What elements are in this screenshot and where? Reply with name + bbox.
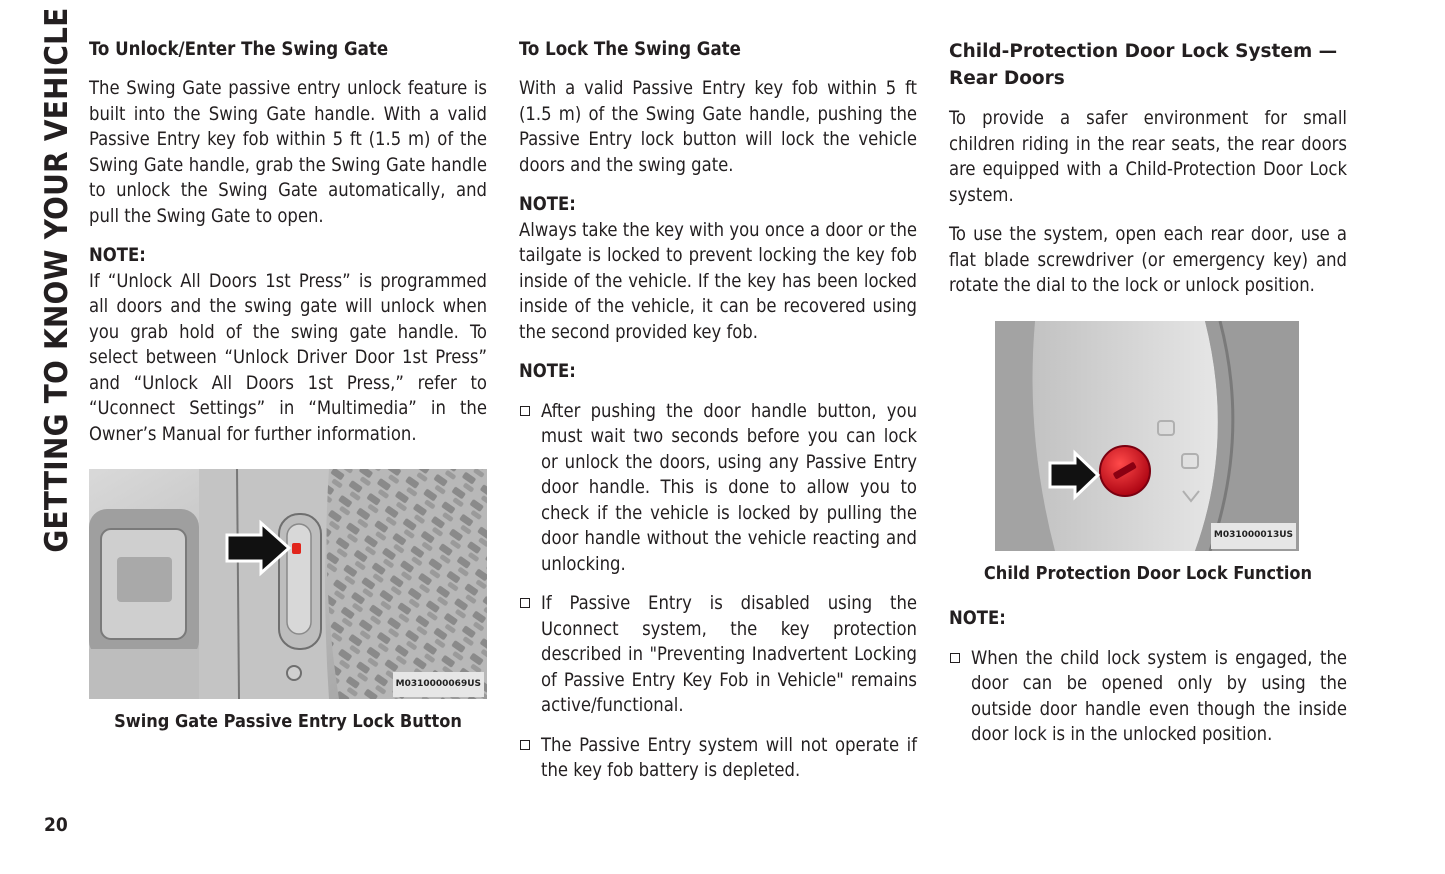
paragraph-lock-instructions: With a valid Passive Entry key fob within 5 ft (1.5 m) of the Swing Gate handle, pushing the Passive Entry lock button will lock the vehicle doors and the swing gate. [519, 78, 917, 176]
column-swing-gate-lock [519, 38, 917, 798]
column-child-protection [949, 38, 1347, 762]
heading-unlock-swing-gate: To Unlock/Enter The Swing Gate [89, 39, 389, 60]
paragraph-unlock-instructions: The Swing Gate passive entry unlock feature is built into the Swing Gate handle. With a valid Passive Entry key fob within 5 ft (1.5 m) of the Swing Gate handle, grab the Swing Gate handle to unlock the Swing Gate automatically, and pull the Swing Gate to open. [89, 78, 487, 227]
checkbox-bullet-icon [520, 406, 530, 416]
list-item [519, 733, 917, 784]
heading-child-protection: Child-Protection Door Lock System — Rear Doors [949, 41, 1338, 89]
note-bullet-list [949, 646, 1347, 748]
note-unlock-all-doors: If “Unlock All Doors 1st Press” is programmed all doors and the swing gate will unlock when you grab hold of the swing gate handle. To select between “Unlock Driver Door 1st Press” and “Unlock All Doors 1st Press,” refer to “Uconnect Settings” in “Multimedia” in the Owner’s Manual for further information. [89, 270, 487, 445]
figure-child-lock [995, 321, 1299, 551]
list-item-text: The Passive Entry system will not operate if the key fob battery is depleted. [541, 734, 917, 781]
paragraph-child-protection-usage: To use the system, open each rear door, use a flat blade screwdriver (or emergency key) and rotate the dial to the lock or unlock position. [949, 224, 1347, 296]
note-label: NOTE: [519, 194, 576, 215]
heading-lock-swing-gate: To Lock The Swing Gate [519, 39, 741, 60]
figure-caption: Child Protection Door Lock Function [983, 562, 1313, 584]
checkbox-bullet-icon [520, 598, 530, 608]
figure-code: M0310000069US [393, 672, 484, 698]
list-item-text: After pushing the door handle button, you must wait two seconds before you can lock or unlock the doors, using any Passive Entry door handle. This is done to allow you to check if the vehicle is locked by pulling the door handle without the vehicle reacting and unlocking. [541, 400, 917, 575]
page-number: 20 [44, 814, 68, 836]
paragraph-child-protection-intro: To provide a safer environment for small children riding in the rear seats, the rear doors are equipped with a Child-Protection Door Lock system. [949, 108, 1347, 206]
note-bullet-list [519, 399, 917, 784]
section-side-title [38, 7, 76, 553]
section-side-title-text: GETTING TO KNOW YOUR VEHICLE [39, 7, 75, 553]
column-swing-gate-unlock [89, 38, 487, 735]
figure-swing-gate-lock-button [89, 469, 487, 699]
list-item-text: When the child lock system is engaged, the door can be opened only by using the outside door handle even though the inside door lock is in the unlocked position. [971, 647, 1347, 745]
note-take-key: Always take the key with you once a door or the tailgate is locked to prevent locking the key fob inside of the vehicle. If the key has been locked inside of the vehicle, it can be recovered using the second provided key fob. [519, 219, 917, 343]
checkbox-bullet-icon [950, 653, 960, 663]
note-label: NOTE: [949, 608, 1006, 629]
list-item [949, 646, 1347, 748]
list-item-text: If Passive Entry is disabled using the Uconnect system, the key protection described in "Preventing Inadvertent Locking of Passive Entry Key Fob in Vehicle" remains active/functional. [541, 593, 917, 716]
note-label: NOTE: [89, 245, 146, 266]
list-item [519, 591, 917, 719]
checkbox-bullet-icon [520, 740, 530, 750]
list-item [519, 399, 917, 578]
swing-gate-illustration [89, 469, 487, 699]
note-label: NOTE: [519, 361, 576, 382]
child-lock-illustration [995, 321, 1299, 551]
figure-code: M031000013US [1211, 523, 1296, 549]
figure-caption: Swing Gate Passive Entry Lock Button [114, 711, 462, 732]
